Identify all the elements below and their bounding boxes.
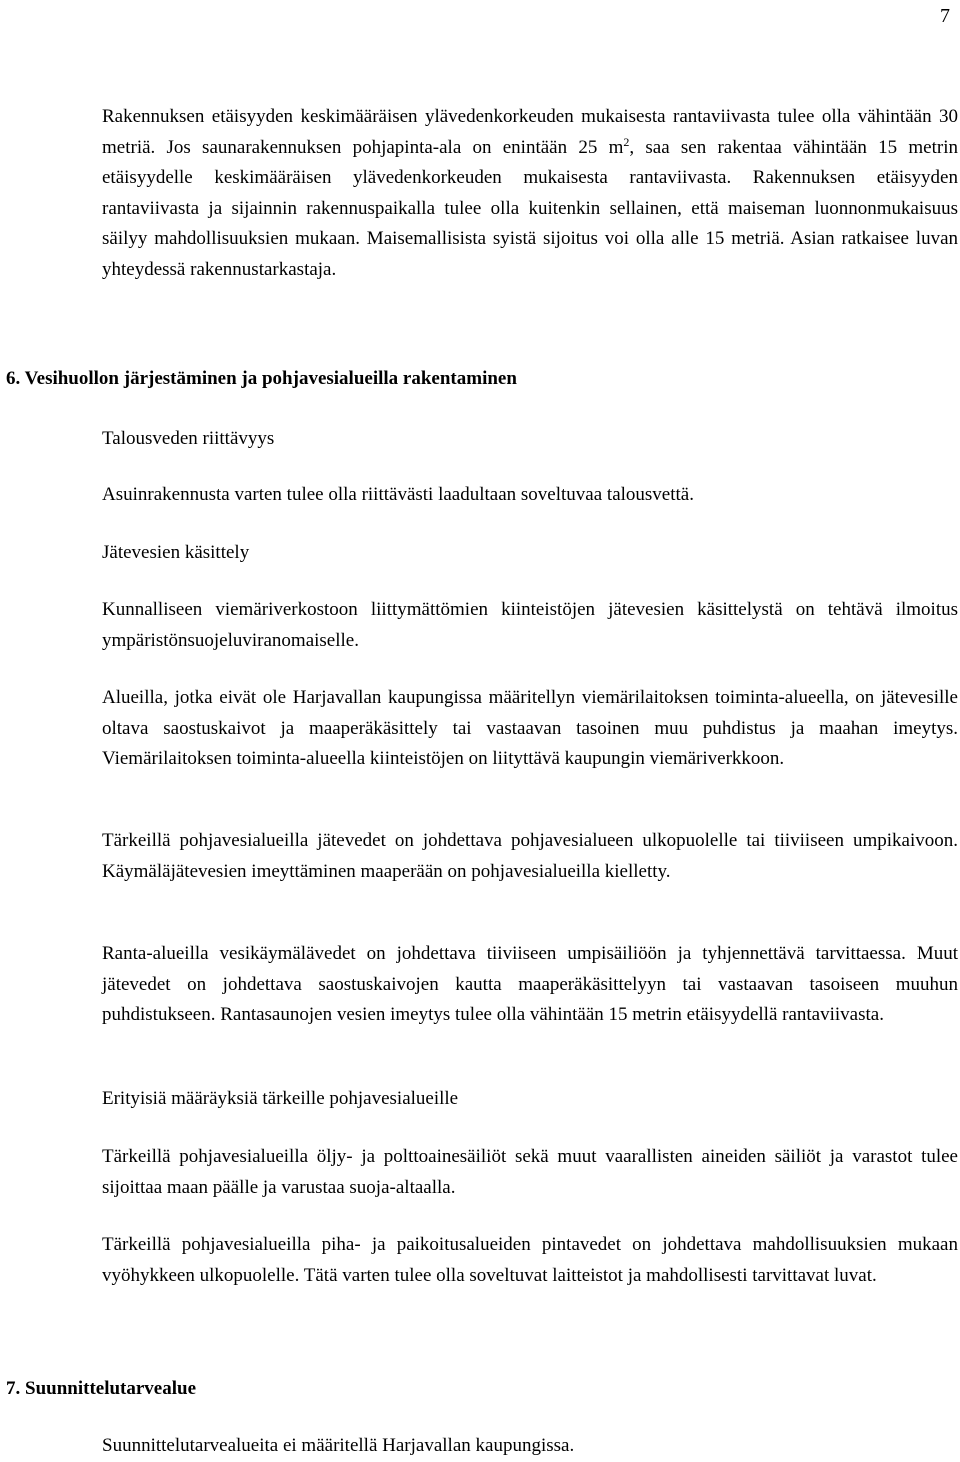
subheading-jatevesien-kasittely: Jätevesien käsittely [102,542,250,563]
paragraph-pohjavesialueet: Tärkeillä pohjavesialueilla jätevedet on johdettava pohjavesialueen ulkopuolelle tai tiiviiseen umpikaivoon. Käymäläjätevesien imeyttäminen maaperään on pohjavesialueilla kielletty. [102,830,958,882]
paragraph-talousvesi: Asuinrakennusta varten tulee olla riittävästi laadultaan soveltuvaa talousvettä. [102,484,694,505]
paragraph-oljysailiot: Tärkeillä pohjavesialueilla öljy- ja polttoainesäiliöt sekä muut vaarallisten aineiden säiliöt ja varastot tulee sijoittaa maan päälle ja varustaa suoja-altaalla. [102,1146,958,1198]
superscript-2: 2 [623,134,630,149]
paragraph-ranta-alueet: Ranta-alueilla vesikäymälävedet on johdettava tiiviiseen umpisäiliöön ja tyhjennettävä tarvittaessa. Muut jätevedet on johdettava saostuskaivojen kautta maaperäkäsittelyyn tai vastaavan tasoiseen muuhun puhdistukseen. Rantasaunojen vesien imeytys tulee olla vähintään 15 metrin etäisyydellä rantaviivasta. [102,943,958,1025]
section-7-heading: 7. Suunnittelutarvealue [6,1378,197,1399]
paragraph-ilmoitus: Kunnalliseen viemäriverkostoon liittymättömien kiinteistöjen jätevesien käsittelystä on tehtävä ilmoitus ympäristönsuojeluviranomaiselle. [102,599,958,651]
page-number: 7 [940,5,950,27]
paragraph-suunnittelutarvealue: Suunnittelutarvealueita ei määritellä Harjavallan kaupungissa. [102,1435,575,1456]
section-6-heading: 6. Vesihuollon järjestäminen ja pohjavesialueilla rakentaminen [6,368,517,389]
intro-text-part1: Rakennuksen etäisyyden keskimääräisen ylävedenkorkeuden mukaisesta rantaviivasta tulee olla vähintään 30 metriä. Jos saunarakennuksen pohjapinta-ala on enintään 25 m [102,106,958,158]
intro-paragraph [102,102,958,285]
paragraph-toiminta-alue: Alueilla, jotka eivät ole Harjavallan kaupungissa määritellyn viemärilaitoksen toiminta-alueella, on jätevesille oltava saostuskaivot ja maaperäkäsittely tai vastaavan tasoinen muu puhdistus ja maahan imeytys. Viemärilaitoksen toiminta-alueella kiinteistöjen on liityttävä kaupungin viemäriverkkoon. [102,687,958,769]
subheading-talousveden-riittavyys: Talousveden riittävyys [102,428,275,449]
subheading-erityisia-maarayksia: Erityisiä määräyksiä tärkeille pohjavesialueille [102,1088,459,1109]
intro-text-part2: , saa sen rakentaa vähintään 15 metrin etäisyydelle keskimääräisen ylävedenkorkeuden mukaisesta rantaviivasta. Rakennuksen etäisyyden rantaviivasta ja sijainnin rakennuspaikalla tulee olla kuitenkin sellainen, että maiseman luonnonmukaisuus säilyy mahdollisuuksien mukaan. Maisemallisista syistä sijoitus voi olla alle 15 metriä. Asian ratkaisee luvan yhteydessä rakennustarkastaja. [102,136,958,280]
paragraph-pintavedet: Tärkeillä pohjavesialueilla piha- ja paikoitusalueiden pintavedet on johdettava mahdollisuuksien mukaan vyöhykkeen ulkopuolelle. Tätä varten tulee olla soveltuvat laitteistot ja mahdollisesti tarvittavat luvat. [102,1234,958,1286]
